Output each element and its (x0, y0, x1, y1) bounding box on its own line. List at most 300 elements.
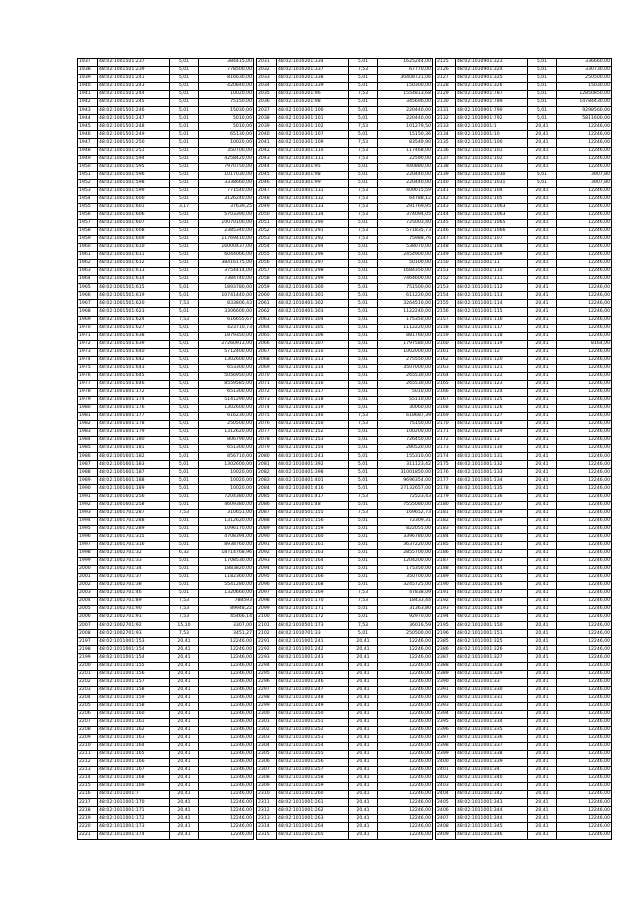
cadastral-number: 48:02:1010201:337 (277, 67, 349, 75)
amount-cell: 16000437,00 (199, 244, 254, 252)
rate-cell: 7,53 (170, 614, 199, 622)
row-number: 2100 (257, 614, 277, 622)
ledger-row (78, 622, 254, 630)
ledger-row (78, 155, 254, 163)
amount-cell: 5541280,00 (199, 582, 254, 590)
amount-cell: 92970,00 (378, 614, 433, 622)
rate-cell: 5,01 (349, 260, 378, 268)
rate-cell: 20,41 (528, 163, 557, 171)
ledger-row (78, 646, 254, 654)
amount-cell: 291769,95 (378, 203, 433, 211)
amount-cell: 5141290,00 (199, 396, 254, 404)
rate-cell: 20,41 (528, 413, 557, 421)
amount-cell: 12246,00 (557, 147, 612, 155)
ledger-row (78, 759, 254, 767)
ledger-row (436, 364, 612, 372)
amount-cell: 12246,00 (378, 646, 433, 654)
cadastral-number: 48:02:1001501:639 (98, 340, 170, 348)
row-number: 2200 (78, 662, 98, 670)
row-number: 1948 (78, 147, 98, 155)
rate-cell: 5,01 (349, 59, 378, 67)
amount-cell: 12246,00 (557, 292, 612, 300)
cadastral-number: 48:02:1011001:241 (277, 638, 349, 646)
ledger-row (78, 742, 254, 750)
row-number: 2206 (78, 710, 98, 718)
amount-cell: 5712400,00 (199, 348, 254, 356)
cadastral-number: 48:02:1011001:33 (456, 678, 528, 686)
amount-cell: 12246,00 (557, 300, 612, 308)
ledger-row (436, 348, 612, 356)
rate-cell: 5,01 (170, 582, 199, 590)
amount-cell: 611220,00 (378, 292, 433, 300)
cadastral-number: 48:02:1011001:164 (98, 742, 170, 750)
cadastral-number: 48:02:1011001:251 (277, 718, 349, 726)
row-number: 2045 (257, 171, 277, 179)
cadastral-number: 48:02:1011001:110 (456, 268, 528, 276)
rate-cell: 5,01 (528, 179, 557, 187)
row-number: 2094 (257, 565, 277, 573)
row-number: 2194 (436, 614, 456, 622)
rate-cell: 5,01 (349, 131, 378, 139)
rate-cell: 5,01 (170, 171, 199, 179)
rate-cell: 20,41 (349, 807, 378, 815)
amount-cell: 12246,00 (557, 509, 612, 517)
amount-cell: 12246,00 (378, 791, 433, 799)
cadastral-number: 48:02:1011001:172 (98, 815, 170, 823)
ledger-row (78, 678, 254, 686)
amount-cell: 5811600,00 (557, 115, 612, 123)
amount-cell: 12246,00 (199, 799, 254, 807)
row-number: 2179 (436, 493, 456, 501)
row-number: 2146 (436, 227, 456, 235)
cadastral-number: 48:02:1001501:598 (98, 179, 170, 187)
row-number: 2087 (257, 509, 277, 517)
ledger-row (436, 598, 612, 606)
cadastral-number: 48:02:1001501:250 (98, 139, 170, 147)
rate-cell: 5,01 (349, 453, 378, 461)
amount-cell: 75988,76 (378, 236, 433, 244)
cadastral-number: 48:02:1010401:296 (277, 252, 349, 260)
amount-cell: 55110,00 (378, 396, 433, 404)
cadastral-number: 48:02:1011001:257 (277, 767, 349, 775)
rate-cell: 5,01 (170, 405, 199, 413)
amount-cell: 618687,39 (378, 413, 433, 421)
rate-cell: 20,41 (349, 718, 378, 726)
ledger-row (78, 815, 254, 823)
rate-cell: 5,01 (349, 268, 378, 276)
amount-cell: 75150,00 (378, 421, 433, 429)
ledger-row (436, 195, 612, 203)
ledger-row (78, 171, 254, 179)
amount-cell: 1883820,00 (199, 565, 254, 573)
rate-cell: 20,41 (349, 686, 378, 694)
cadastral-number: 48:02:1010401:292 (277, 236, 349, 244)
rate-cell: 20,41 (170, 694, 199, 702)
amount-cell: 12246,00 (557, 767, 612, 775)
row-number: 2072 (257, 388, 277, 396)
amount-cell: 12246,00 (557, 565, 612, 573)
amount-cell: 12246,00 (557, 364, 612, 372)
rate-cell: 5,01 (170, 268, 199, 276)
rate-cell: 5,01 (170, 469, 199, 477)
ledger-row (78, 107, 254, 115)
cadastral-number: 48:02:1010301:99 (277, 179, 349, 187)
rate-cell: 20,41 (528, 324, 557, 332)
ledger-row (78, 477, 254, 485)
amount-cell: 1122240,00 (378, 308, 433, 316)
row-number: 2210 (78, 742, 98, 750)
amount-cell: 8938760,00 (199, 541, 254, 549)
ledger-row (436, 372, 612, 380)
ledger-row (436, 678, 612, 686)
ledger-row (257, 107, 433, 115)
ledger-row (78, 187, 254, 195)
amount-cell: 1302600,00 (199, 405, 254, 413)
row-number: 2063 (257, 316, 277, 324)
cadastral-number: 48:02:1011001:134 (456, 477, 528, 485)
ledger-row (257, 260, 433, 268)
row-number: 2388 (436, 662, 456, 670)
cadastral-number: 48:02:1010501:172 (277, 614, 349, 622)
ledger-row (436, 525, 612, 533)
cadastral-number: 48:02:1001501:613 (98, 268, 170, 276)
rate-cell: 20,41 (528, 485, 557, 493)
ledger-row (436, 702, 612, 710)
rate-cell: 5,01 (170, 59, 199, 67)
ledger-row (257, 646, 433, 654)
cadastral-number: 48:02:1011001:127 (456, 413, 528, 421)
row-number: 2001 (78, 574, 98, 582)
ledger-column-2-body (257, 59, 433, 840)
rate-cell: 5,01 (170, 565, 199, 573)
rate-cell: 5,01 (349, 437, 378, 445)
cadastral-number: 48:02:1010201:334 (277, 59, 349, 67)
row-number: 2069 (257, 364, 277, 372)
ledger-row (257, 405, 433, 413)
rate-cell: 20,41 (349, 751, 378, 759)
ledger-row (78, 179, 254, 187)
cadastral-number: 48:02:1011001:102 (456, 155, 528, 163)
amount-cell: 50100,00 (378, 260, 433, 268)
row-number: 2170 (436, 421, 456, 429)
ledger-row (257, 590, 433, 598)
cadastral-number: 48:02:1001501:594 (98, 155, 170, 163)
rate-cell: 20,41 (528, 372, 557, 380)
ledger-row (436, 662, 612, 670)
amount-cell: 12246,00 (557, 694, 612, 702)
row-number: 1986 (78, 453, 98, 461)
amount-cell: 220440,00 (378, 171, 433, 179)
amount-cell: 12246,00 (199, 742, 254, 750)
row-number: 2061 (257, 300, 277, 308)
ledger-row (78, 437, 254, 445)
amount-cell: 856710,00 (199, 453, 254, 461)
ledger-row (436, 493, 612, 501)
rate-cell: 5,01 (170, 348, 199, 356)
cadastral-number: 48:02:1010401:298 (277, 268, 349, 276)
ledger-row (257, 718, 433, 726)
row-number: 2209 (78, 734, 98, 742)
rate-cell: 5,01 (170, 364, 199, 372)
rate-cell: 5,01 (170, 252, 199, 260)
cadastral-number: 48:02:1001501:640 (98, 348, 170, 356)
rate-cell: 5,01 (170, 413, 199, 421)
row-number: 2213 (78, 767, 98, 775)
row-number: 2003 (78, 590, 98, 598)
amount-cell: 12246,00 (199, 783, 254, 791)
row-number: 2008 (78, 630, 98, 638)
row-number: 1964 (78, 276, 98, 284)
row-number: 1945 (78, 123, 98, 131)
rate-cell: 20,41 (170, 807, 199, 815)
rate-cell: 20,41 (528, 533, 557, 541)
cadastral-number: 48:02:1011001:328 (456, 662, 528, 670)
row-number: 2151 (436, 268, 456, 276)
amount-cell: 75150,00 (199, 99, 254, 107)
cadastral-number: 48:02:1011001:146 (456, 582, 528, 590)
rate-cell: 20,41 (170, 767, 199, 775)
amount-cell: 12246,00 (557, 646, 612, 654)
amount-cell: 12246,00 (557, 203, 612, 211)
rate-cell: 5,01 (349, 364, 378, 372)
rate-cell: 5,01 (170, 445, 199, 453)
amount-cell: 3507000,00 (378, 364, 433, 372)
ledger-row (78, 718, 254, 726)
amount-cell: 12246,00 (557, 396, 612, 404)
ledger-row (257, 525, 433, 533)
row-number: 2102 (257, 630, 277, 638)
cadastral-number: 48:02:1011001:144 (456, 565, 528, 573)
amount-cell: 5056950,00 (199, 372, 254, 380)
ledger-column-1-body (78, 59, 254, 840)
row-number: 2405 (436, 799, 456, 807)
row-number: 2203 (78, 686, 98, 694)
ledger-row (436, 718, 612, 726)
rate-cell: 20,41 (170, 751, 199, 759)
row-number: 2052 (257, 227, 277, 235)
ledger-row (436, 517, 612, 525)
ledger-row (436, 67, 612, 75)
ledger-row (436, 316, 612, 324)
rate-cell: 20,41 (528, 799, 557, 807)
rate-cell: 5,01 (349, 316, 378, 324)
cadastral-number: 48:02:1011001:335 (456, 726, 528, 734)
ledger-row (436, 783, 612, 791)
cadastral-number: 48:02:1001501:237 (98, 59, 170, 67)
cadastral-number: 48:02:1010401:302 (277, 300, 349, 308)
ledger-row (78, 284, 254, 292)
amount-cell: 12246,00 (557, 517, 612, 525)
row-number: 1968 (78, 308, 98, 316)
cadastral-number: 48:02:1011001:160 (98, 710, 170, 718)
ledger-row (436, 767, 612, 775)
row-number: 1955 (78, 203, 98, 211)
cadastral-number: 48:02:1011001:135 (456, 485, 528, 493)
rate-cell: 5,01 (170, 501, 199, 509)
cadastral-number: 48:02:1001601:188 (98, 477, 170, 485)
rate-cell: 5,01 (349, 252, 378, 260)
cadastral-number: 48:02:1011001:137 (456, 501, 528, 509)
rate-cell: 20,41 (349, 799, 378, 807)
ledger-row (257, 654, 433, 662)
ledger-row (436, 734, 612, 742)
row-number: 2294 (257, 662, 277, 670)
ledger-row (436, 565, 612, 573)
rate-cell: 20,41 (528, 791, 557, 799)
cadastral-number: 48:02:1001501:642 (98, 356, 170, 364)
row-number: 2178 (436, 485, 456, 493)
cadastral-number: 48:02:1011001:1066 (456, 227, 528, 235)
rate-cell: 20,41 (170, 831, 199, 839)
row-number: 2046 (257, 179, 277, 187)
amount-cell: 7204380,00 (199, 493, 254, 501)
row-number: 2172 (436, 437, 456, 445)
row-number: 2308 (257, 775, 277, 783)
cadastral-number: 48:02:1010401:314 (277, 364, 349, 372)
cadastral-number: 48:02:1010401:150 (277, 421, 349, 429)
ledger-row (436, 380, 612, 388)
ledger-column-3-body (436, 59, 612, 840)
ledger-row (78, 533, 254, 541)
amount-cell: 1112220,00 (378, 324, 433, 332)
ledger-row (436, 477, 612, 485)
rate-cell: 5,01 (349, 582, 378, 590)
row-number: 2077 (257, 429, 277, 437)
amount-cell: 12246,00 (557, 702, 612, 710)
cadastral-number: 48:02:1001501:609 (98, 236, 170, 244)
row-number: 2140 (436, 179, 456, 187)
rate-cell: 7,53 (170, 598, 199, 606)
rate-cell: 20,41 (528, 831, 557, 839)
ledger-row (436, 582, 612, 590)
row-number: 2042 (257, 147, 277, 155)
rate-cell: 20,41 (528, 557, 557, 565)
cadastral-number: 48:02:1010301:110 (277, 147, 349, 155)
rate-cell: 5,01 (528, 99, 557, 107)
ledger-row (436, 91, 612, 99)
amount-cell: 8559585,00 (199, 380, 254, 388)
cadastral-number: 48:02:1010401:300 (277, 284, 349, 292)
row-number: 2183 (436, 525, 456, 533)
row-number: 1993 (78, 509, 98, 517)
rate-cell: 20,41 (528, 203, 557, 211)
amount-cell: 12246,00 (557, 775, 612, 783)
cadastral-number: 48:02:1011001:1031 (456, 179, 528, 187)
rate-cell: 20,41 (349, 783, 378, 791)
row-number: 2215 (78, 783, 98, 791)
row-number: 1961 (78, 252, 98, 260)
row-number: 2044 (257, 163, 277, 171)
row-number: 2089 (257, 525, 277, 533)
ledger-row (78, 670, 254, 678)
row-number: 1952 (78, 179, 98, 187)
cadastral-number: 48:02:1011001:12 (456, 348, 528, 356)
amount-cell: 250500,00 (199, 421, 254, 429)
ledger-row (257, 775, 433, 783)
amount-cell: 12246,00 (378, 831, 433, 839)
cadastral-number: 48:02:1010401:291 (277, 227, 349, 235)
amount-cell: 220440,00 (378, 115, 433, 123)
rate-cell: 5,01 (349, 469, 378, 477)
amount-cell: 12246,00 (557, 582, 612, 590)
ledger-row (257, 742, 433, 750)
row-number: 2126 (436, 67, 456, 75)
rate-cell: 20,41 (528, 823, 557, 831)
amount-cell: 12246,00 (557, 541, 612, 549)
cadastral-number: 48:02:1010401:301 (277, 292, 349, 300)
rate-cell: 20,41 (528, 469, 557, 477)
row-number: 2129 (436, 91, 456, 99)
row-number: 2075 (257, 413, 277, 421)
cadastral-number: 48:02:1010301:107 (277, 131, 349, 139)
ledger-row (257, 348, 433, 356)
amount-cell: 12246,00 (557, 638, 612, 646)
amount-cell: 12246,00 (557, 718, 612, 726)
amount-cell: 12246,00 (557, 227, 612, 235)
rate-cell: 5,01 (170, 557, 199, 565)
ledger-row (257, 734, 433, 742)
ledger-row (257, 219, 433, 227)
rate-cell: 20,41 (528, 662, 557, 670)
cadastral-number: 48:02:1010201:98 (277, 99, 349, 107)
amount-cell: 15030,00 (199, 107, 254, 115)
ledger-row (436, 429, 612, 437)
ledger-row (257, 485, 433, 493)
rate-cell: 20,41 (170, 759, 199, 767)
ledger-row (257, 678, 433, 686)
cadastral-number: 48:02:1010201:339 (277, 83, 349, 91)
amount-cell: 3754414,00 (199, 268, 254, 276)
cadastral-number: 48:02:1010401:134 (277, 211, 349, 219)
cadastral-number: 48:02:1011001:345 (456, 823, 528, 831)
ledger-row (257, 582, 433, 590)
rate-cell: 5,01 (170, 421, 199, 429)
ledger-row (436, 453, 612, 461)
rate-cell: 20,41 (528, 147, 557, 155)
cadastral-number: 48:02:1010401:153 (277, 437, 349, 445)
rate-cell: 20,41 (349, 662, 378, 670)
row-number: 2401 (436, 767, 456, 775)
amount-cell: 12246,00 (557, 219, 612, 227)
ledger-row (78, 115, 254, 123)
amount-cell: 12246,00 (557, 751, 612, 759)
rate-cell: 20,41 (528, 252, 557, 260)
ledger-row (436, 163, 612, 171)
rate-cell: 20,41 (528, 437, 557, 445)
ledger-row (257, 292, 433, 300)
cadastral-number: 48:02:1011001:332 (456, 702, 528, 710)
row-number: 2409 (436, 831, 456, 839)
amount-cell: 18714768,96 (199, 549, 254, 557)
rate-cell: 20,41 (170, 678, 199, 686)
amount-cell: 12246,00 (557, 372, 612, 380)
cadastral-number: 48:02:1011001:104 (456, 187, 528, 195)
amount-cell: 1312620,00 (199, 429, 254, 437)
rate-cell: 20,41 (528, 517, 557, 525)
rate-cell: 7,53 (170, 630, 199, 638)
row-number: 2084 (257, 485, 277, 493)
row-number: 1960 (78, 244, 98, 252)
amount-cell: 5010,00 (199, 123, 254, 131)
rate-cell: 5,01 (349, 429, 378, 437)
cadastral-number: 48:02:1001501:620 (98, 300, 170, 308)
ledger-row (257, 211, 433, 219)
amount-cell: 18433,44 (378, 598, 433, 606)
cadastral-number: 48:02:1001601:183 (98, 461, 170, 469)
rate-cell: 20,41 (528, 710, 557, 718)
row-number: 1973 (78, 348, 98, 356)
row-number: 2396 (436, 726, 456, 734)
